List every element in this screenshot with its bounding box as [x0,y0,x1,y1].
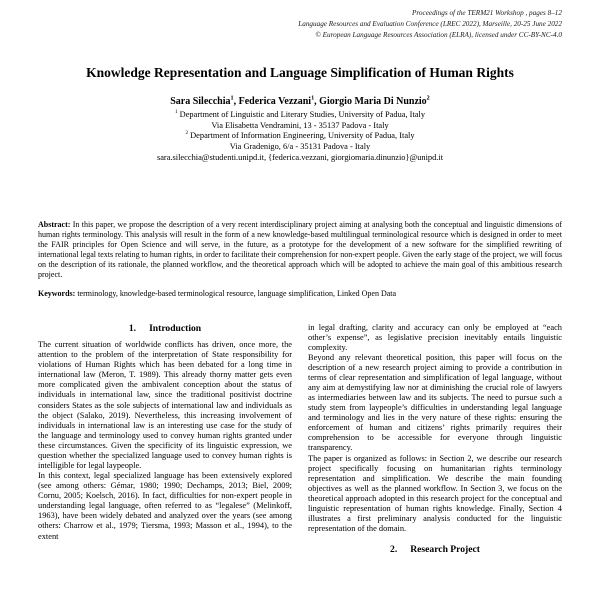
section-number: 2. [390,544,398,556]
paper-title: Knowledge Representation and Language Simplification of Human Rights [86,65,514,81]
abstract-section [38,220,562,279]
author-affiliation-marker: 1 [230,94,234,102]
proceedings-header-line-3: © European Language Resources Association (ELRA), licensed under CC-BY-NC-4.0 [315,30,562,39]
column-left [38,323,292,556]
author-affiliation-marker: 1 [311,94,315,102]
body-paragraph: The current situation of worldwide conflicts has driven, once more, the attention to the problem of the interpretation of State responsibility for violations of Human Rights which has been debated for a long time in international law (Meron, T. 1989). This already thorny matter gets even more complicated given the ambivalent conception about the status of individuals in international law, since the traditional positivist doctrine considers States as the sole subjects of international law and individuals as the object (Salako, 2019). Nevertheless, this increasing involvement of individuals in international law is an interesting use case for the study of the language and terminology used to convey human rights granted under these circumstances. Given the specificity of its linguistic expression, we question whether the specialized language used to convey human rights is intelligible for legal laypeople. [38,340,292,470]
keywords-section [38,289,562,299]
affiliations-block [38,110,562,165]
author-name: , Giorgio Maria Di Nunzio$^2$ [314,94,430,107]
author-name: , Federica Vezzani$^1$ [233,94,315,107]
section-number: 1. [128,322,137,334]
section-heading-introduction [38,323,292,335]
affiliation-line: $^1$ Department of Linguistic and Literary Studies, University of Padua, Italy [174,108,426,119]
body-paragraph: In this context, legal specialized language has been extensively explored (see among others: Gémar, 1980; 1990; Dechamps, 2013; Biel, 2009; Cornu, 2005; Koelsch, 2016). In fact, difficulties for non-expert people in understanding legal language, often referred to as “legalese” (Melinkoff, 1963), have been widely debated and analyzed over the years (see among others: Charrow et al., 1979; Tiersma, 1993; Masson et al., 1994), to the extent [38,471,292,541]
body-paragraph: in legal drafting, clarity and accuracy can only be employed at “each other’s expense”, as legislative precision inevitably entails linguistic complexity. [308,322,562,352]
affiliation-marker: 1 [174,108,178,115]
abstract-text: In this paper, we propose the description of a very recent interdisciplinary project aiming at analysing both the conceptual and linguistic dimensions of human rights terminology. This analysis will result in the form of a new knowledge-based multilingual terminological resource which is designed in order to meet the FAIR principles for Open Science and will serve, in the future, as a prototype for the development of a new software for the simplified rewriting of international legal texts relating to human rights, in order to facilitate their comprehension for non-expert people. Given the early stage of the project, we will focus on the description of its rationale, the planned workflow, and the theoretical approach which will be adopted to achieve the main goal of this ambitious research project. [38,220,562,279]
body-paragraph: Beyond any relevant theoretical position, this paper will focus on the description of a new research project aiming to provide a contribution in terms of clear representation and simplification of legal language, without any aim at demystifying law nor at diminishing the crucial role of lawyers as intermediaries between law and its subjects. The need to pursue such a study stem from laypeople’s difficulties in understanding legal language and terminology and lies in the very nature of these rights: ensuring the enforcement of human and citizens’ rights primarily requires their comprehension to be accessible for everyone through linguistic transparency. [308,352,562,453]
affiliation-line: Via Elisabetta Vendramini, 13 - 35137 Padova - Italy [211,120,389,130]
column-right [308,323,562,556]
proceedings-header [38,8,562,40]
abstract-label: Abstract: [38,220,71,230]
body-paragraph: The paper is organized as follows: in Section 2, we describe our research project specifically focusing on humanitarian rights terminology representation and simplification. We describe the main founding objectives as well as the planned workflow. In Section 3, we focus on the theoretical approach adopted in this research project for the conceptual and linguistic representation of human rights knowledge. Finally, Section 4 illustrates a first preliminary analysis conducted for the linguistic representation of the domain. [308,453,562,534]
proceedings-header-line-2: Language Resources and Evaluation Conference (LREC 2022), Marseille, 20-25 June 2022 [298,19,562,28]
affiliation-line: Via Gradenigo, 6/a - 35131 Padova - Italy [229,142,371,152]
section-title: Research Project [410,544,480,556]
author-name: Sara Silecchia$^1$ [170,94,234,107]
author-list [38,96,562,107]
keywords-label: Keywords: [38,288,76,298]
two-column-body [38,323,562,556]
section-heading-research-project [308,544,562,556]
section-title: Introduction [149,322,202,334]
proceedings-header-line-1: Proceedings of the TERM21 Workshop , pages 8–12 [412,9,562,17]
author-affiliation-marker: 2 [426,94,430,102]
author-emails: sara.silecchia@studenti.unipd.it, {federica.vezzani, giorgiomaria.dinunzio}@unipd.it [156,153,444,163]
keywords-text: terminology, knowledge-based terminological resource, language simplification, Linked Open Data [75,288,397,298]
affiliation-marker: 2 [185,130,189,137]
affiliation-line: $^2$ Department of Information Engineering, University of Padua, Italy [185,130,415,141]
